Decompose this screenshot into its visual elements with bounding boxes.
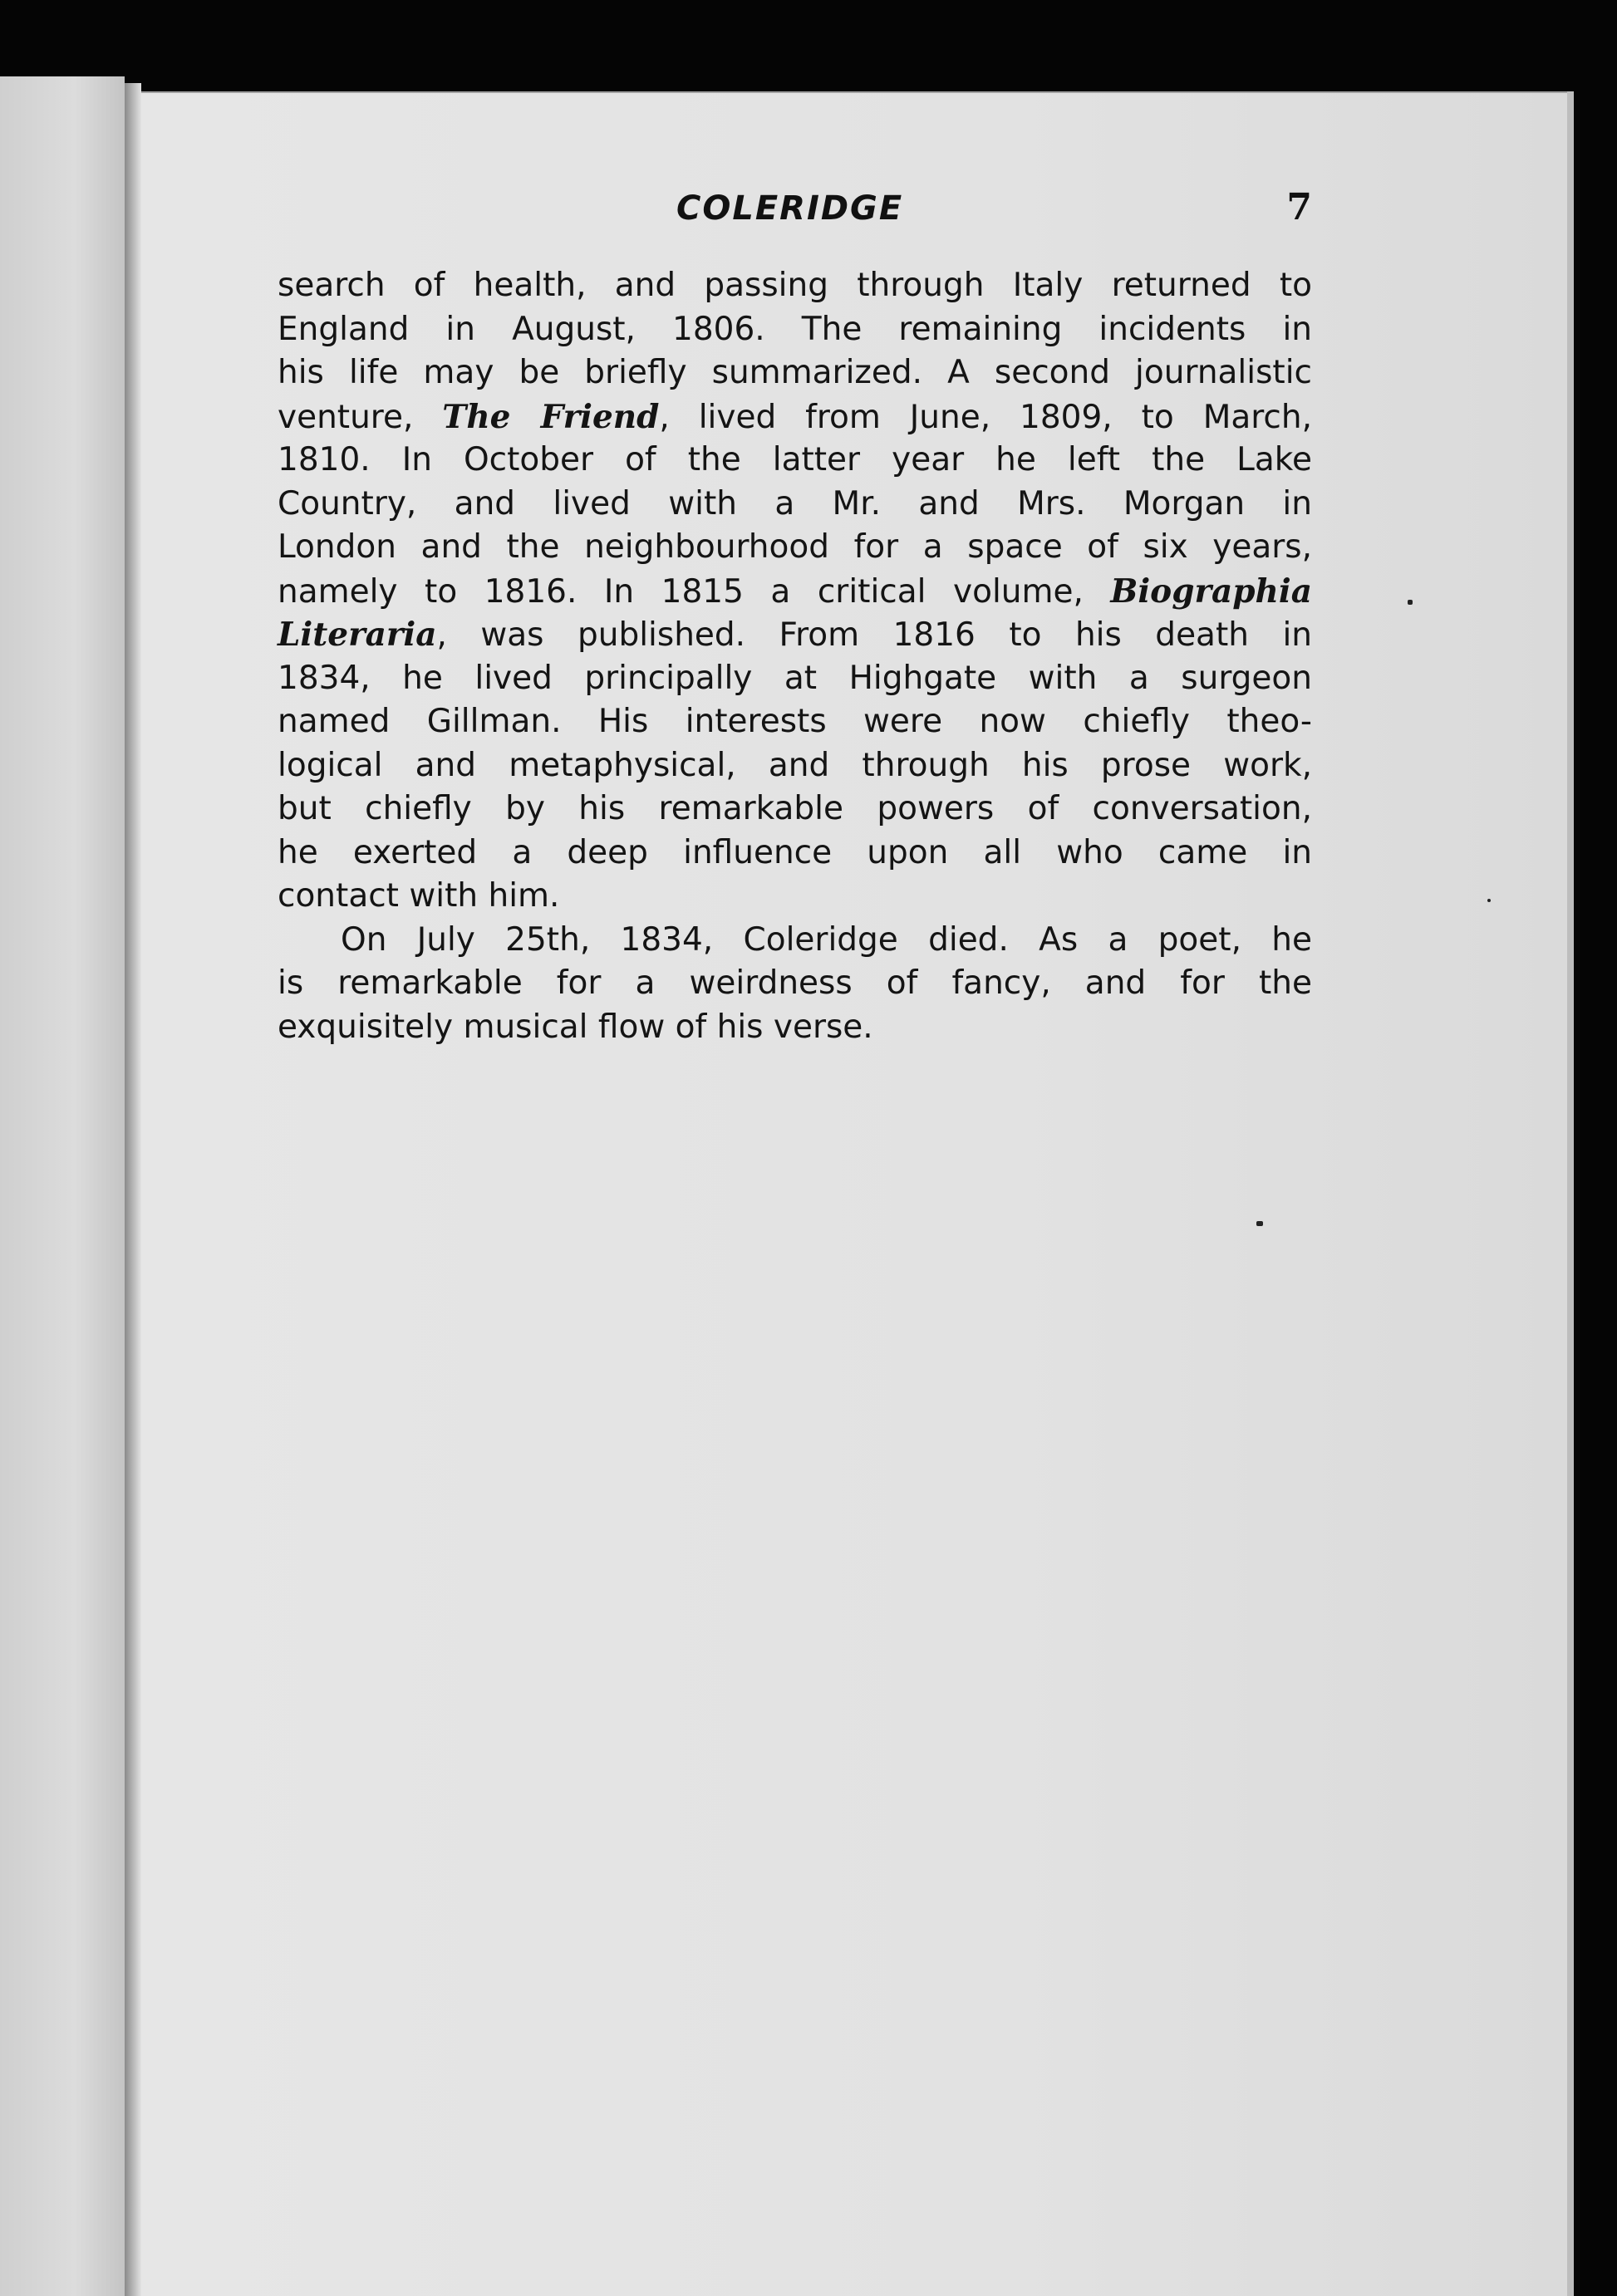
running-title: COLERIDGE (676, 189, 904, 228)
scan-speck (1487, 899, 1491, 902)
text-line: contact with him. (278, 877, 560, 915)
running-head (278, 186, 1312, 248)
text-line: Literaria, was published. From 1816 to his death in (278, 616, 1312, 654)
text-line: his life may be briefly summarized. A second journalistic (278, 354, 1312, 391)
text-line: is remarkable for a weirdness of fancy, and for the (278, 964, 1312, 1002)
body-text (278, 264, 1312, 1049)
text-line: namely to 1816. In 1815 a critical volume, Biographia (278, 572, 1312, 611)
paragraph-1 (278, 264, 1312, 919)
text-line: but chiefly by his remarkable powers of conversation, (278, 790, 1312, 827)
book-gutter (125, 83, 141, 2296)
text-line: England in August, 1806. The remaining incidents in (278, 310, 1312, 348)
scan-speck (1408, 600, 1413, 605)
text-line: Country, and lived with a Mr. and Mrs. Morgan in (278, 484, 1312, 522)
paragraph-2 (278, 919, 1312, 1050)
text-line: 1810. In October of the latter year he left the Lake (278, 441, 1312, 478)
text-line: named Gillman. His interests were now chiefly theo- (278, 703, 1312, 740)
text-line: logical and metaphysical, and through his prose work, (278, 746, 1312, 784)
text-line: venture, The Friend, lived from June, 1809, to March, (278, 397, 1312, 436)
text-line: he exerted a deep influence upon all who came in (278, 833, 1312, 871)
scan-speck (1256, 1221, 1263, 1226)
text-line: search of health, and passing through Italy returned to (278, 267, 1312, 304)
facing-page-edge (0, 76, 125, 2296)
text-line: London and the neighbourhood for a space of six years, (278, 528, 1312, 566)
text-line: 1834, he lived principally at Highgate with a surgeon (278, 659, 1312, 697)
page-number: 7 (1286, 186, 1312, 228)
italic-title: Biographia (1110, 572, 1312, 611)
italic-title: The Friend (442, 397, 660, 436)
text-line: exquisitely musical flow of his verse. (278, 1008, 873, 1046)
text-line: On July 25th, 1834, Coleridge died. As a poet, he (341, 920, 1312, 959)
page-right-edge (1567, 91, 1574, 2296)
italic-title: Literaria (278, 616, 437, 654)
